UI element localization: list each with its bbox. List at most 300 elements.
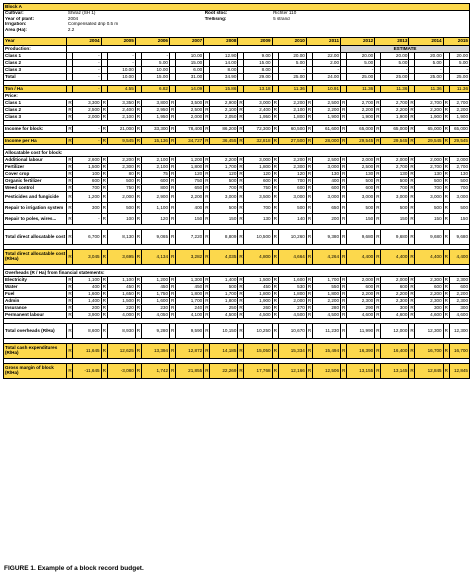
currency-symbol: R	[410, 137, 414, 143]
total-direct-block-row	[4, 230, 470, 245]
value-cell: 65,000	[415, 126, 443, 133]
value-cell: 2,100	[210, 107, 238, 114]
allocatable-row	[4, 185, 470, 192]
row-label: Class 2	[4, 107, 67, 114]
value-cell: 300	[449, 305, 469, 312]
value-cell: 200	[73, 305, 101, 312]
row-label: Income per Ha	[4, 138, 67, 145]
currency-symbol: R	[376, 177, 380, 183]
value-cell: 4,100	[176, 312, 204, 319]
value-cell: 150	[210, 214, 238, 225]
currency-symbol: R	[238, 324, 244, 339]
row-label: Total direct allocatable cost (R/Ha)	[4, 250, 67, 265]
currency-symbol: R	[238, 250, 244, 265]
value-cell: 12,300	[415, 324, 443, 339]
value-cell: 200	[312, 214, 340, 225]
currency-symbol: R	[67, 344, 73, 359]
allocatable-section-row	[4, 150, 470, 157]
value-cell: 1,600	[278, 277, 306, 284]
value-cell: 1,900	[347, 114, 375, 121]
currency-symbol: R	[136, 297, 141, 303]
currency-symbol: R	[171, 283, 175, 289]
block-title-row	[4, 4, 470, 11]
currency-symbol: R	[342, 106, 346, 112]
overhead-row	[4, 298, 470, 305]
value-cell: 230	[141, 305, 169, 312]
currency-symbol: R	[410, 170, 414, 176]
currency-symbol: R	[68, 99, 72, 105]
currency-symbol: R	[342, 276, 346, 282]
currency-symbol: R	[68, 125, 72, 131]
currency-symbol: R	[239, 304, 243, 310]
currency-symbol: R	[410, 297, 414, 303]
currency-symbol: R	[135, 344, 141, 359]
currency-symbol: R	[135, 324, 141, 339]
currency-symbol: R	[171, 156, 175, 162]
currency-symbol: R	[136, 184, 141, 190]
currency-symbol: R	[307, 106, 312, 112]
value-cell: 2,700	[449, 164, 469, 171]
currency-symbol: R	[444, 99, 448, 105]
value-cell: -	[73, 53, 101, 60]
currency-symbol: R	[444, 163, 448, 169]
value-cell: 2,200	[415, 107, 443, 114]
currency-symbol: R	[273, 184, 277, 190]
currency-symbol: R	[136, 125, 141, 131]
currency-symbol: R	[171, 106, 175, 112]
value-cell: 4,600	[381, 312, 409, 319]
value-cell: 12,872	[176, 344, 204, 359]
value-cell: 8,130	[107, 230, 135, 245]
cultivar-value: Shiraz (SH 1)	[67, 10, 96, 16]
value-cell: 130	[347, 171, 375, 178]
currency-symbol: R	[376, 113, 380, 119]
value-cell: 400	[73, 284, 101, 291]
value-cell: 2,600	[73, 157, 101, 164]
currency-symbol: R	[68, 156, 72, 162]
overhead-row	[4, 284, 470, 291]
currency-symbol: R	[171, 99, 175, 105]
value-cell: 5.00	[381, 60, 409, 67]
currency-symbol: R	[102, 170, 106, 176]
value-cell: 6,700	[73, 230, 101, 245]
block-title: Block A	[4, 4, 470, 11]
currency-symbol: R	[102, 177, 106, 183]
allocatable-row	[4, 203, 470, 214]
currency-symbol: R	[204, 250, 210, 265]
row-label: Total cash expenditures (R/Ha)	[4, 344, 67, 359]
value-cell: -11,645	[73, 364, 101, 379]
irrigation-label: Irrigation:	[4, 22, 67, 28]
value-cell: 140	[278, 214, 306, 225]
value-cell: 1,900	[415, 114, 443, 121]
year-header-cell: 2009	[238, 38, 272, 46]
currency-symbol: R	[272, 203, 278, 214]
value-cell: 15,334	[278, 344, 306, 359]
currency-symbol: R	[375, 324, 381, 339]
currency-symbol: R	[376, 276, 380, 282]
currency-symbol: R	[272, 230, 278, 245]
value-cell: 3,000	[347, 192, 375, 203]
value-cell: 2,200	[312, 107, 340, 114]
value-cell: 500	[210, 178, 238, 185]
currency-symbol: R	[306, 203, 312, 214]
section-label: Allocatable cost for block:	[4, 150, 470, 157]
value-cell: 1,700	[210, 291, 238, 298]
currency-symbol: R	[135, 230, 141, 245]
value-cell: 130	[415, 171, 443, 178]
value-cell: 600	[312, 185, 340, 192]
currency-symbol: R	[102, 283, 106, 289]
value-cell: 9,590	[176, 324, 204, 339]
currency-symbol: R	[376, 170, 380, 176]
row-label: Class 1	[4, 100, 67, 107]
currency-symbol: R	[342, 156, 346, 162]
year-header-cell: 2005	[101, 38, 135, 46]
overhead-row	[4, 277, 470, 284]
value-cell: 2,500	[176, 107, 204, 114]
currency-symbol: R	[239, 163, 243, 169]
allocatable-row	[4, 157, 470, 164]
currency-symbol: R	[67, 230, 73, 245]
currency-symbol: R	[136, 106, 141, 112]
currency-symbol: R	[409, 230, 415, 245]
value-cell: 11.36	[449, 86, 469, 93]
currency-symbol: R	[307, 311, 312, 317]
value-cell: 65,000	[347, 126, 375, 133]
currency-symbol: R	[410, 311, 414, 317]
currency-symbol: R	[101, 203, 107, 214]
value-cell: 78,400	[176, 126, 204, 133]
value-cell: 10.91	[312, 86, 340, 93]
value-cell: 270	[278, 305, 306, 312]
currency-symbol: R	[136, 290, 141, 296]
currency-symbol: R	[204, 214, 210, 225]
value-cell: 130	[381, 171, 409, 178]
value-cell: 1,500	[107, 298, 135, 305]
value-cell: 150	[449, 214, 469, 225]
row-label: Permanent labour	[4, 312, 67, 319]
value-cell: 5.00	[278, 60, 306, 67]
currency-symbol: R	[307, 137, 312, 143]
value-cell: 25.00	[381, 74, 409, 81]
value-cell: 10,150	[210, 324, 238, 339]
row-label: Weed control	[4, 185, 67, 192]
currency-symbol: R	[238, 192, 244, 203]
currency-symbol: R	[238, 230, 244, 245]
value-cell: 61,600	[312, 126, 340, 133]
value-cell: 2,100	[141, 157, 169, 164]
overhead-row	[4, 312, 470, 319]
currency-symbol: R	[307, 99, 312, 105]
currency-symbol: R	[239, 297, 243, 303]
value-cell: -	[73, 214, 101, 225]
value-cell: 6.82	[141, 86, 169, 93]
currency-symbol: R	[102, 304, 106, 310]
year-header-cell: 2011	[306, 38, 340, 46]
currency-symbol: R	[239, 311, 243, 317]
currency-symbol: R	[171, 311, 175, 317]
value-cell: 20.00	[415, 53, 443, 60]
allocatable-row	[4, 214, 470, 225]
value-cell: 1,800	[312, 291, 340, 298]
value-cell: 20.00	[347, 53, 375, 60]
area-value: 2.2	[67, 28, 470, 34]
value-cell: 400	[312, 178, 340, 185]
currency-symbol: R	[273, 106, 277, 112]
price-row	[4, 107, 470, 114]
cultivar-label: Cultivar:	[4, 11, 67, 17]
value-cell: -3,080	[107, 364, 135, 379]
currency-symbol: R	[410, 113, 414, 119]
trellis-label: Trellising:	[204, 16, 227, 21]
value-cell: 100	[107, 214, 135, 225]
currency-symbol: R	[205, 137, 209, 143]
value-cell: 3,500	[176, 100, 204, 107]
currency-symbol: R	[444, 113, 448, 119]
value-cell: 34,727	[176, 138, 204, 145]
value-cell: 3,000	[415, 192, 443, 203]
currency-symbol: R	[443, 250, 449, 265]
value-cell: 9,545	[107, 138, 135, 145]
value-cell: 29.00	[244, 74, 272, 81]
value-cell: 1,742	[141, 364, 169, 379]
currency-symbol: R	[410, 184, 414, 190]
value-cell: 450	[244, 284, 272, 291]
production-row	[4, 74, 470, 81]
currency-symbol: R	[205, 304, 209, 310]
value-cell: 1,400	[210, 277, 238, 284]
currency-symbol: R	[443, 324, 449, 339]
currency-symbol: R	[171, 125, 175, 131]
value-cell: 28,000	[312, 138, 340, 145]
value-cell: 9,680	[381, 230, 409, 245]
currency-symbol: R	[205, 290, 209, 296]
currency-symbol: R	[307, 290, 312, 296]
value-cell: 7,220	[176, 230, 204, 245]
value-cell: -	[73, 126, 101, 133]
value-cell: 36,455	[210, 138, 238, 145]
value-cell: 5.00	[141, 60, 169, 67]
currency-symbol: R	[342, 283, 346, 289]
currency-symbol: R	[170, 230, 176, 245]
currency-symbol: R	[67, 250, 73, 265]
currency-symbol: R	[170, 214, 176, 225]
value-cell: 1,800	[278, 114, 306, 121]
value-cell: 4,664	[278, 250, 306, 265]
value-cell: 3,045	[73, 250, 101, 265]
irrigation-value: Compensated drip 0.5 m	[67, 22, 470, 28]
value-cell: 29,545	[381, 138, 409, 145]
value-cell: 700	[73, 185, 101, 192]
currency-symbol: R	[307, 276, 312, 282]
value-cell: 8,809	[210, 230, 238, 245]
value-cell: -	[73, 86, 101, 93]
currency-symbol: R	[170, 250, 176, 265]
currency-symbol: R	[272, 214, 278, 225]
value-cell: -	[278, 67, 306, 74]
currency-symbol: R	[444, 106, 448, 112]
value-cell: 1,750	[141, 291, 169, 298]
value-cell: 220	[107, 305, 135, 312]
value-cell: 530	[278, 284, 306, 291]
value-cell: 2,950	[141, 107, 169, 114]
currency-symbol: R	[306, 364, 312, 379]
row-label: Class 3	[4, 114, 67, 121]
value-cell: 2,000	[73, 114, 101, 121]
currency-symbol: R	[341, 203, 347, 214]
value-cell: 20.00	[381, 53, 409, 60]
currency-symbol: R	[102, 290, 106, 296]
currency-symbol: R	[136, 113, 141, 119]
value-cell: 3,500	[244, 192, 272, 203]
value-cell: 700	[210, 185, 238, 192]
value-cell: 14.00	[210, 60, 238, 67]
value-cell: 10,250	[244, 324, 272, 339]
value-cell: 2,200	[278, 100, 306, 107]
value-cell: 120	[176, 171, 204, 178]
value-cell: 2,900	[210, 100, 238, 107]
currency-symbol: R	[102, 276, 106, 282]
value-cell: 280	[312, 305, 340, 312]
value-cell: -	[312, 67, 340, 74]
value-cell: 2,500	[312, 157, 340, 164]
value-cell: 12,000	[381, 324, 409, 339]
value-cell: 21,855	[176, 364, 204, 379]
section-label: Price:	[4, 93, 470, 100]
currency-symbol: R	[307, 304, 312, 310]
value-cell: 1,600	[73, 291, 101, 298]
value-cell: 3,000	[449, 192, 469, 203]
value-cell: 600	[347, 284, 375, 291]
currency-symbol: R	[409, 250, 415, 265]
value-cell: 27,500	[278, 138, 306, 145]
currency-symbol: R	[68, 163, 72, 169]
currency-symbol: R	[307, 113, 312, 119]
year-header-cell: 2013	[375, 38, 409, 46]
currency-symbol: R	[444, 125, 448, 131]
currency-symbol: R	[68, 297, 72, 303]
currency-symbol: R	[444, 137, 448, 143]
currency-symbol: R	[273, 304, 277, 310]
value-cell: 1,800	[244, 291, 272, 298]
value-cell: 12,506	[312, 364, 340, 379]
currency-symbol: R	[342, 304, 346, 310]
value-cell: 65,000	[449, 126, 469, 133]
value-cell: 500	[107, 178, 135, 185]
currency-symbol: R	[239, 290, 243, 296]
value-cell: 15.00	[176, 60, 204, 67]
value-cell: 31.00	[176, 74, 204, 81]
currency-symbol: R	[68, 170, 72, 176]
value-cell: 10,260	[278, 230, 306, 245]
currency-symbol: R	[136, 137, 141, 143]
currency-symbol: R	[205, 177, 209, 183]
value-cell: 120	[141, 214, 169, 225]
value-cell: 2,300	[449, 298, 469, 305]
value-cell: 4,600	[449, 312, 469, 319]
currency-symbol: R	[341, 214, 347, 225]
production-row	[4, 67, 470, 74]
currency-symbol: R	[409, 324, 415, 339]
currency-symbol: R	[409, 344, 415, 359]
currency-symbol: R	[342, 125, 346, 131]
currency-symbol: R	[273, 125, 277, 131]
currency-symbol: R	[135, 250, 141, 265]
currency-symbol: R	[306, 230, 312, 245]
value-cell: 1,500	[73, 164, 101, 171]
value-cell: 10.00	[141, 67, 169, 74]
currency-symbol: R	[375, 364, 381, 379]
currency-symbol: R	[136, 177, 141, 183]
value-cell: 150	[347, 214, 375, 225]
currency-symbol: R	[272, 324, 278, 339]
currency-symbol: R	[135, 364, 141, 379]
currency-symbol: R	[205, 283, 209, 289]
value-cell: 3,000	[312, 192, 340, 203]
currency-symbol: R	[409, 192, 415, 203]
value-cell: 2,300	[449, 277, 469, 284]
value-cell: 2,300	[347, 298, 375, 305]
value-cell: 15.86	[210, 86, 238, 93]
value-cell: 1,700	[176, 298, 204, 305]
currency-symbol: R	[307, 163, 312, 169]
currency-symbol: R	[171, 304, 175, 310]
currency-symbol: R	[67, 364, 73, 379]
section-label: Production:	[4, 46, 67, 53]
value-cell: 4,500	[278, 312, 306, 319]
value-cell: 10.00	[107, 67, 135, 74]
value-cell: 2,200	[415, 291, 443, 298]
value-cell: 16,700	[415, 344, 443, 359]
value-cell: 1,300	[176, 277, 204, 284]
currency-symbol: R	[102, 99, 106, 105]
row-label: Fuel	[4, 291, 67, 298]
currency-symbol: R	[409, 203, 415, 214]
value-cell: 2,300	[278, 164, 306, 171]
value-cell: 2,700	[415, 100, 443, 107]
value-cell: 2,500	[312, 100, 340, 107]
currency-symbol: R	[101, 364, 107, 379]
value-cell: 1,400	[73, 298, 101, 305]
currency-symbol: R	[101, 230, 107, 245]
currency-symbol: R	[342, 177, 346, 183]
currency-symbol: R	[376, 304, 380, 310]
value-cell: 9,680	[449, 230, 469, 245]
currency-symbol: R	[239, 170, 243, 176]
currency-symbol: R	[342, 290, 346, 296]
currency-symbol: R	[375, 192, 381, 203]
value-cell: 2,200	[312, 298, 340, 305]
currency-symbol: R	[342, 297, 346, 303]
value-cell: 4,500	[210, 312, 238, 319]
currency-symbol: R	[443, 364, 449, 379]
currency-symbol: R	[307, 184, 312, 190]
currency-symbol: R	[205, 184, 209, 190]
currency-symbol: R	[204, 344, 210, 359]
currency-symbol: R	[136, 163, 141, 169]
value-cell: 800	[141, 185, 169, 192]
currency-symbol: R	[205, 125, 209, 131]
currency-symbol: R	[273, 156, 277, 162]
currency-symbol: R	[68, 137, 72, 143]
currency-symbol: R	[273, 276, 277, 282]
value-cell: 1,200	[141, 277, 169, 284]
value-cell: 300	[415, 305, 443, 312]
value-cell: 4,264	[312, 250, 340, 265]
value-cell: 13,145	[381, 364, 409, 379]
value-cell: -	[449, 67, 469, 74]
